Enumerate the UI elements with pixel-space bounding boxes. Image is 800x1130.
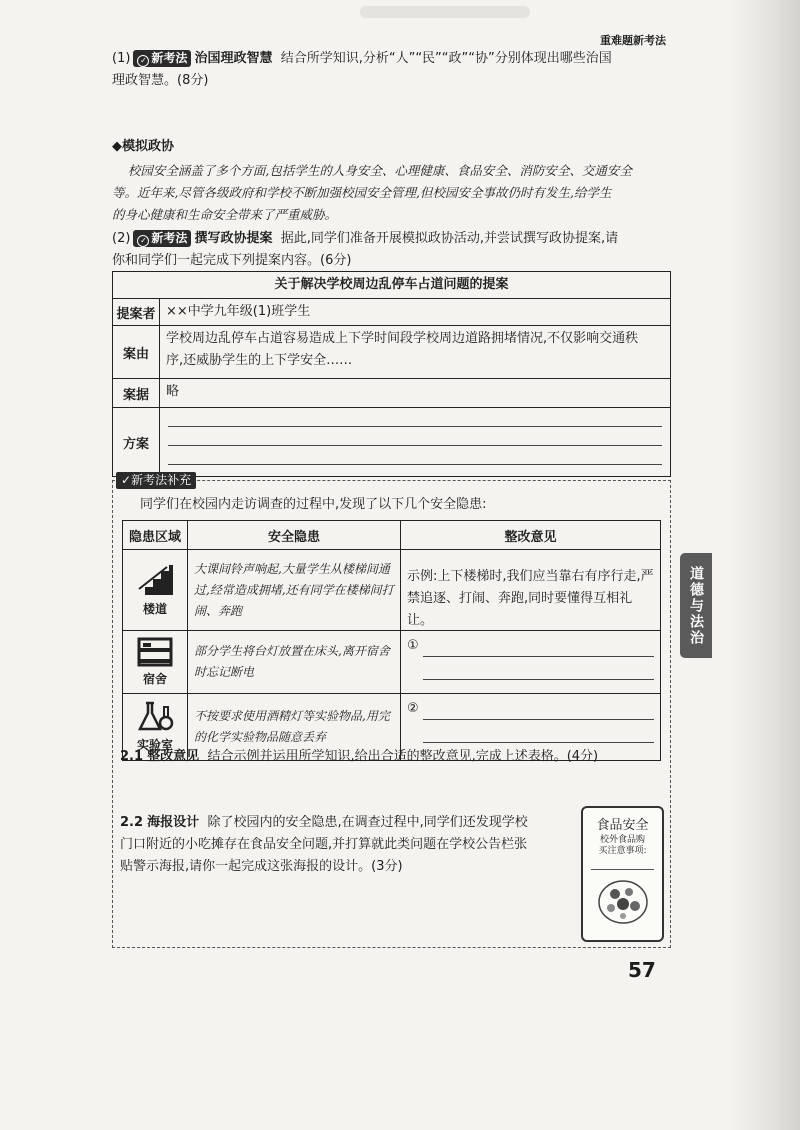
basis-row xyxy=(113,379,670,408)
bunk-bed-icon xyxy=(136,637,174,667)
reason-value: 学校周边乱停车占道容易造成上下学时间段学校周边道路拥堵情况,不仅影响交通秩 序,还威胁学生的上下学安全…… xyxy=(166,331,639,368)
proposer-row xyxy=(113,299,670,326)
q1-text-2: 理政智慧。(8分) xyxy=(112,73,209,88)
q22-text-2: 门口附近的小吃摊存在食品安全问题,并打算就此类问题在学校公告栏张 xyxy=(120,837,528,852)
q2-text-1: 据此,同学们准备开展模拟政协活动,并尝试撰写政协提案,请 xyxy=(280,231,619,246)
stairs-icon xyxy=(135,563,175,597)
q2-text-2: 你和同学们一起完成下列提案内容。(6分) xyxy=(112,253,352,268)
q22-text-1: 除了校园内的安全隐患,在调查过程中,同学们还发现学校 xyxy=(207,815,528,830)
hazard-table-header xyxy=(123,521,660,550)
reason-label: 案由 xyxy=(113,326,160,378)
badge-check-icon: ✓ xyxy=(137,235,149,247)
section-title: ◆模拟政协 xyxy=(112,139,174,154)
poster-template[interactable] xyxy=(581,806,664,942)
answer-line xyxy=(168,446,662,465)
hazard-text: 大课间铃声响起,大量学生从楼梯间通过,经常造成拥堵,还有同学在楼梯间打闹、奔跑 xyxy=(188,550,401,630)
plan-answer-area[interactable] xyxy=(160,408,670,476)
answer-line xyxy=(168,408,662,427)
q21-topic: 整改意见 xyxy=(147,749,200,764)
header-area: 隐患区域 xyxy=(123,521,188,549)
hazard-row xyxy=(123,631,660,694)
badge-check-icon: ✓ xyxy=(137,55,149,67)
proposal-title: 关于解决学校周边乱停车占道问题的提案 xyxy=(113,272,670,299)
q1-number: (1) xyxy=(112,51,131,66)
q2-number: (2) xyxy=(112,231,131,246)
hazard-text: 部分学生将台灯放置在床头,离开宿舍时忘记断电 xyxy=(188,631,401,693)
answer-line-2 xyxy=(423,657,654,680)
basis-label: 案据 xyxy=(113,379,160,407)
hazard-row xyxy=(123,550,660,631)
header-hazard: 安全隐患 xyxy=(188,521,401,549)
area-label: 宿舍 xyxy=(142,672,167,686)
scan-smudge xyxy=(360,6,530,18)
answer-line xyxy=(168,427,662,446)
proposal-table xyxy=(112,271,671,477)
plan-label: 方案 xyxy=(113,408,160,476)
q21-number: 2.1 xyxy=(120,749,144,764)
page-edge-shadow xyxy=(730,0,800,1130)
question-1 xyxy=(112,48,682,92)
answer-line-1: ① xyxy=(407,635,654,657)
q21-text: 结合示例并运用所学知识,给出合适的整改意见,完成上述表格。(4分) xyxy=(207,749,599,764)
question-2-1 xyxy=(120,746,665,768)
poster-subtitle: 校外食品购 买注意事项: xyxy=(598,835,647,856)
advice-example: 示例:上下楼梯时,我们应当靠右有序行走,严 禁追逐、打闹、奔跑,同时要懂得互相礼让。 xyxy=(407,569,654,628)
badge-check-icon: ✓ xyxy=(121,473,132,487)
advice-answer-area[interactable] xyxy=(401,631,660,693)
answer-line-1: ② xyxy=(407,698,654,720)
food-illustration-icon xyxy=(593,876,653,926)
reason-row xyxy=(113,326,670,379)
area-cell xyxy=(123,631,188,693)
q1-topic: 治国理政智慧 xyxy=(194,51,273,66)
running-header: 重难题新考法 xyxy=(600,34,666,47)
q22-topic: 海报设计 xyxy=(147,815,200,830)
area-label: 实验室 xyxy=(136,738,173,752)
q1-text-1: 结合所学知识,分析“人”“民”“政”“协”分别体现出哪些治国 xyxy=(280,51,612,66)
header-advice: 整改意见 xyxy=(504,529,557,545)
area-cell xyxy=(123,550,188,630)
question-2-2 xyxy=(120,812,575,878)
supplement-tag: ✓新考法补充 xyxy=(116,472,196,489)
plan-row xyxy=(113,408,670,476)
q2-topic: 撰写政协提案 xyxy=(194,231,273,246)
subject-side-tab: 道德与法治 xyxy=(680,553,712,658)
new-method-badge: ✓ 新考法 xyxy=(133,230,191,247)
q22-text-3: 贴警示海报,请你一起完成这张海报的设计。(3分) xyxy=(120,859,403,874)
question-2 xyxy=(112,228,682,272)
proposer-label: 提案者 xyxy=(113,299,160,325)
poster-line xyxy=(591,861,654,870)
hazard-text: 不按要求使用酒精灯等实验物品,用完的化学实验物品随意丢弃 xyxy=(188,694,401,760)
poster-title: 食品安全 xyxy=(596,818,649,833)
flask-icon xyxy=(136,701,174,733)
page-number: 57 xyxy=(628,958,656,982)
basis-value: 略 xyxy=(166,384,180,399)
area-label: 楼道 xyxy=(142,602,167,616)
answer-line-2 xyxy=(423,720,654,743)
new-method-badge: ✓ 新考法 xyxy=(133,50,191,67)
supplement-intro: 同学们在校园内走访调查的过程中,发现了以下几个安全隐患: xyxy=(140,497,487,512)
section-paragraph: 校园安全涵盖了多个方面,包括学生的人身安全、心理健康、食品安全、消防安全、交通安全 等。近年来,尽管各级政府和学校不断加强校园安全管理,但校园安全事故仍时有发生,给学生 的身心健康和生命安全带来了严重威胁。 xyxy=(112,163,632,222)
proposer-value: ××中学九年级(1)班学生 xyxy=(166,304,311,319)
q22-number: 2.2 xyxy=(120,815,144,830)
hazard-table xyxy=(122,520,661,761)
